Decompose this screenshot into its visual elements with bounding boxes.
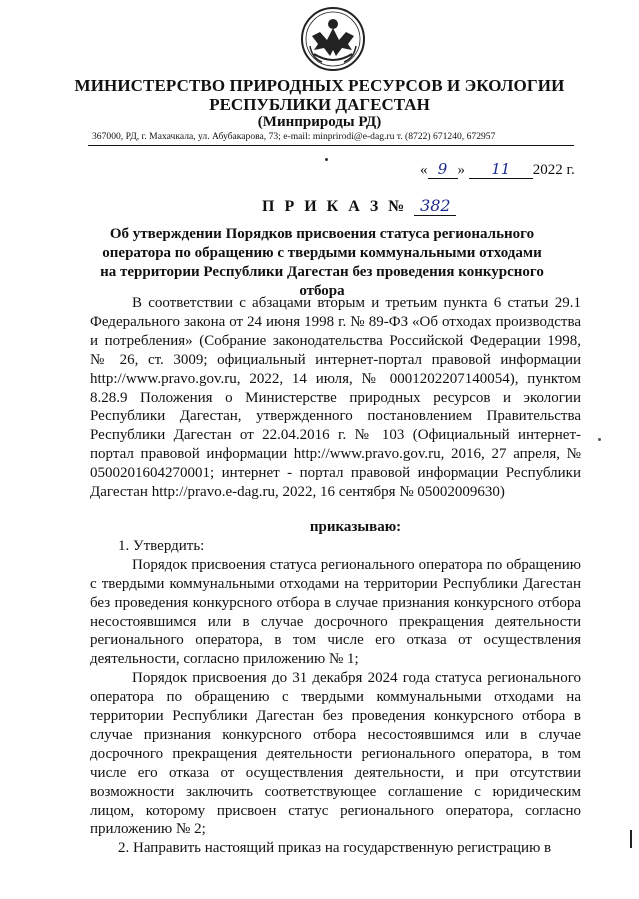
ministry-address: 367000, РД, г. Махачкала, ул. Абубакарова, 73; e-mail: minprirodi@e-dag.ru т. (8722) 671240, 672957: [92, 131, 496, 142]
item-1-paragraph-2: Порядок присвоения до 31 декабря 2024 года статуса регионального оператора по обращению с твердыми коммунальными отходами на территории Республики Дагестан без проведения конкурсного отбора в случае признания конкурсного отбора несостоявшимся или в случае досрочного прекращения деятельности регионального оператора, в том числе его отказа от осуществления деятельности, и при отсутствии возможности заключить соответствующее соглашение с юридическим лицом, которому присвоен статус регионального оператора, согласно приложению № 2;: [90, 670, 581, 838]
ministry-name-line2: РЕСПУБЛИКИ ДАГЕСТАН: [209, 95, 430, 114]
scan-speck: [598, 438, 601, 441]
order-heading: [262, 196, 456, 216]
item-1-paragraph-1: Порядок присвоения статуса регионального оператора по обращению с твердыми коммунальными отходами на территории Республики Дагестан без проведения конкурсного отбора в случае признания конкурсного отбора несостоявшимся или в случае досрочного прекращения деятельности регионального оператора, в том числе его отказа от осуществления деятельности, согласно приложению № 1;: [90, 556, 581, 668]
order-body: [90, 294, 581, 858]
scan-edge-mark: [630, 830, 632, 848]
ministry-name-line1: МИНИСТЕРСТВО ПРИРОДНЫХ РЕСУРСОВ И ЭКОЛОГИИ: [74, 76, 565, 95]
header-divider: [88, 145, 574, 146]
item-1: 1. Утвердить:: [118, 537, 205, 554]
dagestan-coat-of-arms-icon: [300, 6, 366, 72]
date-month: 11: [469, 160, 533, 179]
scan-speck: [325, 158, 328, 161]
order-title: Об утверждении Порядков присвоения статуса регионального оператора по обращению с твердыми коммунальными отходами на территории Республики Дагестан без проведения конкурсного отбора: [100, 226, 544, 299]
date-year: 2022 г.: [532, 162, 575, 178]
date-open-quote: «: [420, 162, 428, 178]
order-label: П Р И К А З №: [262, 198, 408, 215]
date-day: 9: [428, 160, 458, 179]
item-2: 2. Направить настоящий приказ на государственную регистрацию в: [118, 840, 552, 857]
prikazyvayu-heading: приказываю:: [309, 518, 402, 535]
date-close-quote: »: [457, 162, 465, 178]
preamble-paragraph: В соответствии с абзацами вторым и третьим пункта 6 статьи 29.1 Федерального закона от 24 июня 1998 г. № 89-ФЗ «Об отходах производства и потребления» (Собрание законодательства Российской Федерации 1998, № 26, ст. 3009; официальный интернет-портал правовой информации http://www.pravo.gov.ru, 2022, 14 июля, № 0001202207140054), пунктом 8.28.9 Положения о Министерстве природных ресурсов и экологии Республики Дагестан, утвержденного постановлением Правительства Республики Дагестан от 22.04.2016 г. № 103 (Официальный интернет-портал правовой информации http://www.pravo.gov.ru, 2016, 27 апреля, № 0500201604270001; интернет - портал правовой информации Республики Дагестан http://pravo.e-dag.ru, 2022, 16 сентября № 05002009630): [90, 295, 581, 501]
ministry-short-name: (Минприроды РД): [257, 114, 382, 130]
order-date: [420, 160, 575, 179]
order-number: 382: [414, 196, 456, 216]
